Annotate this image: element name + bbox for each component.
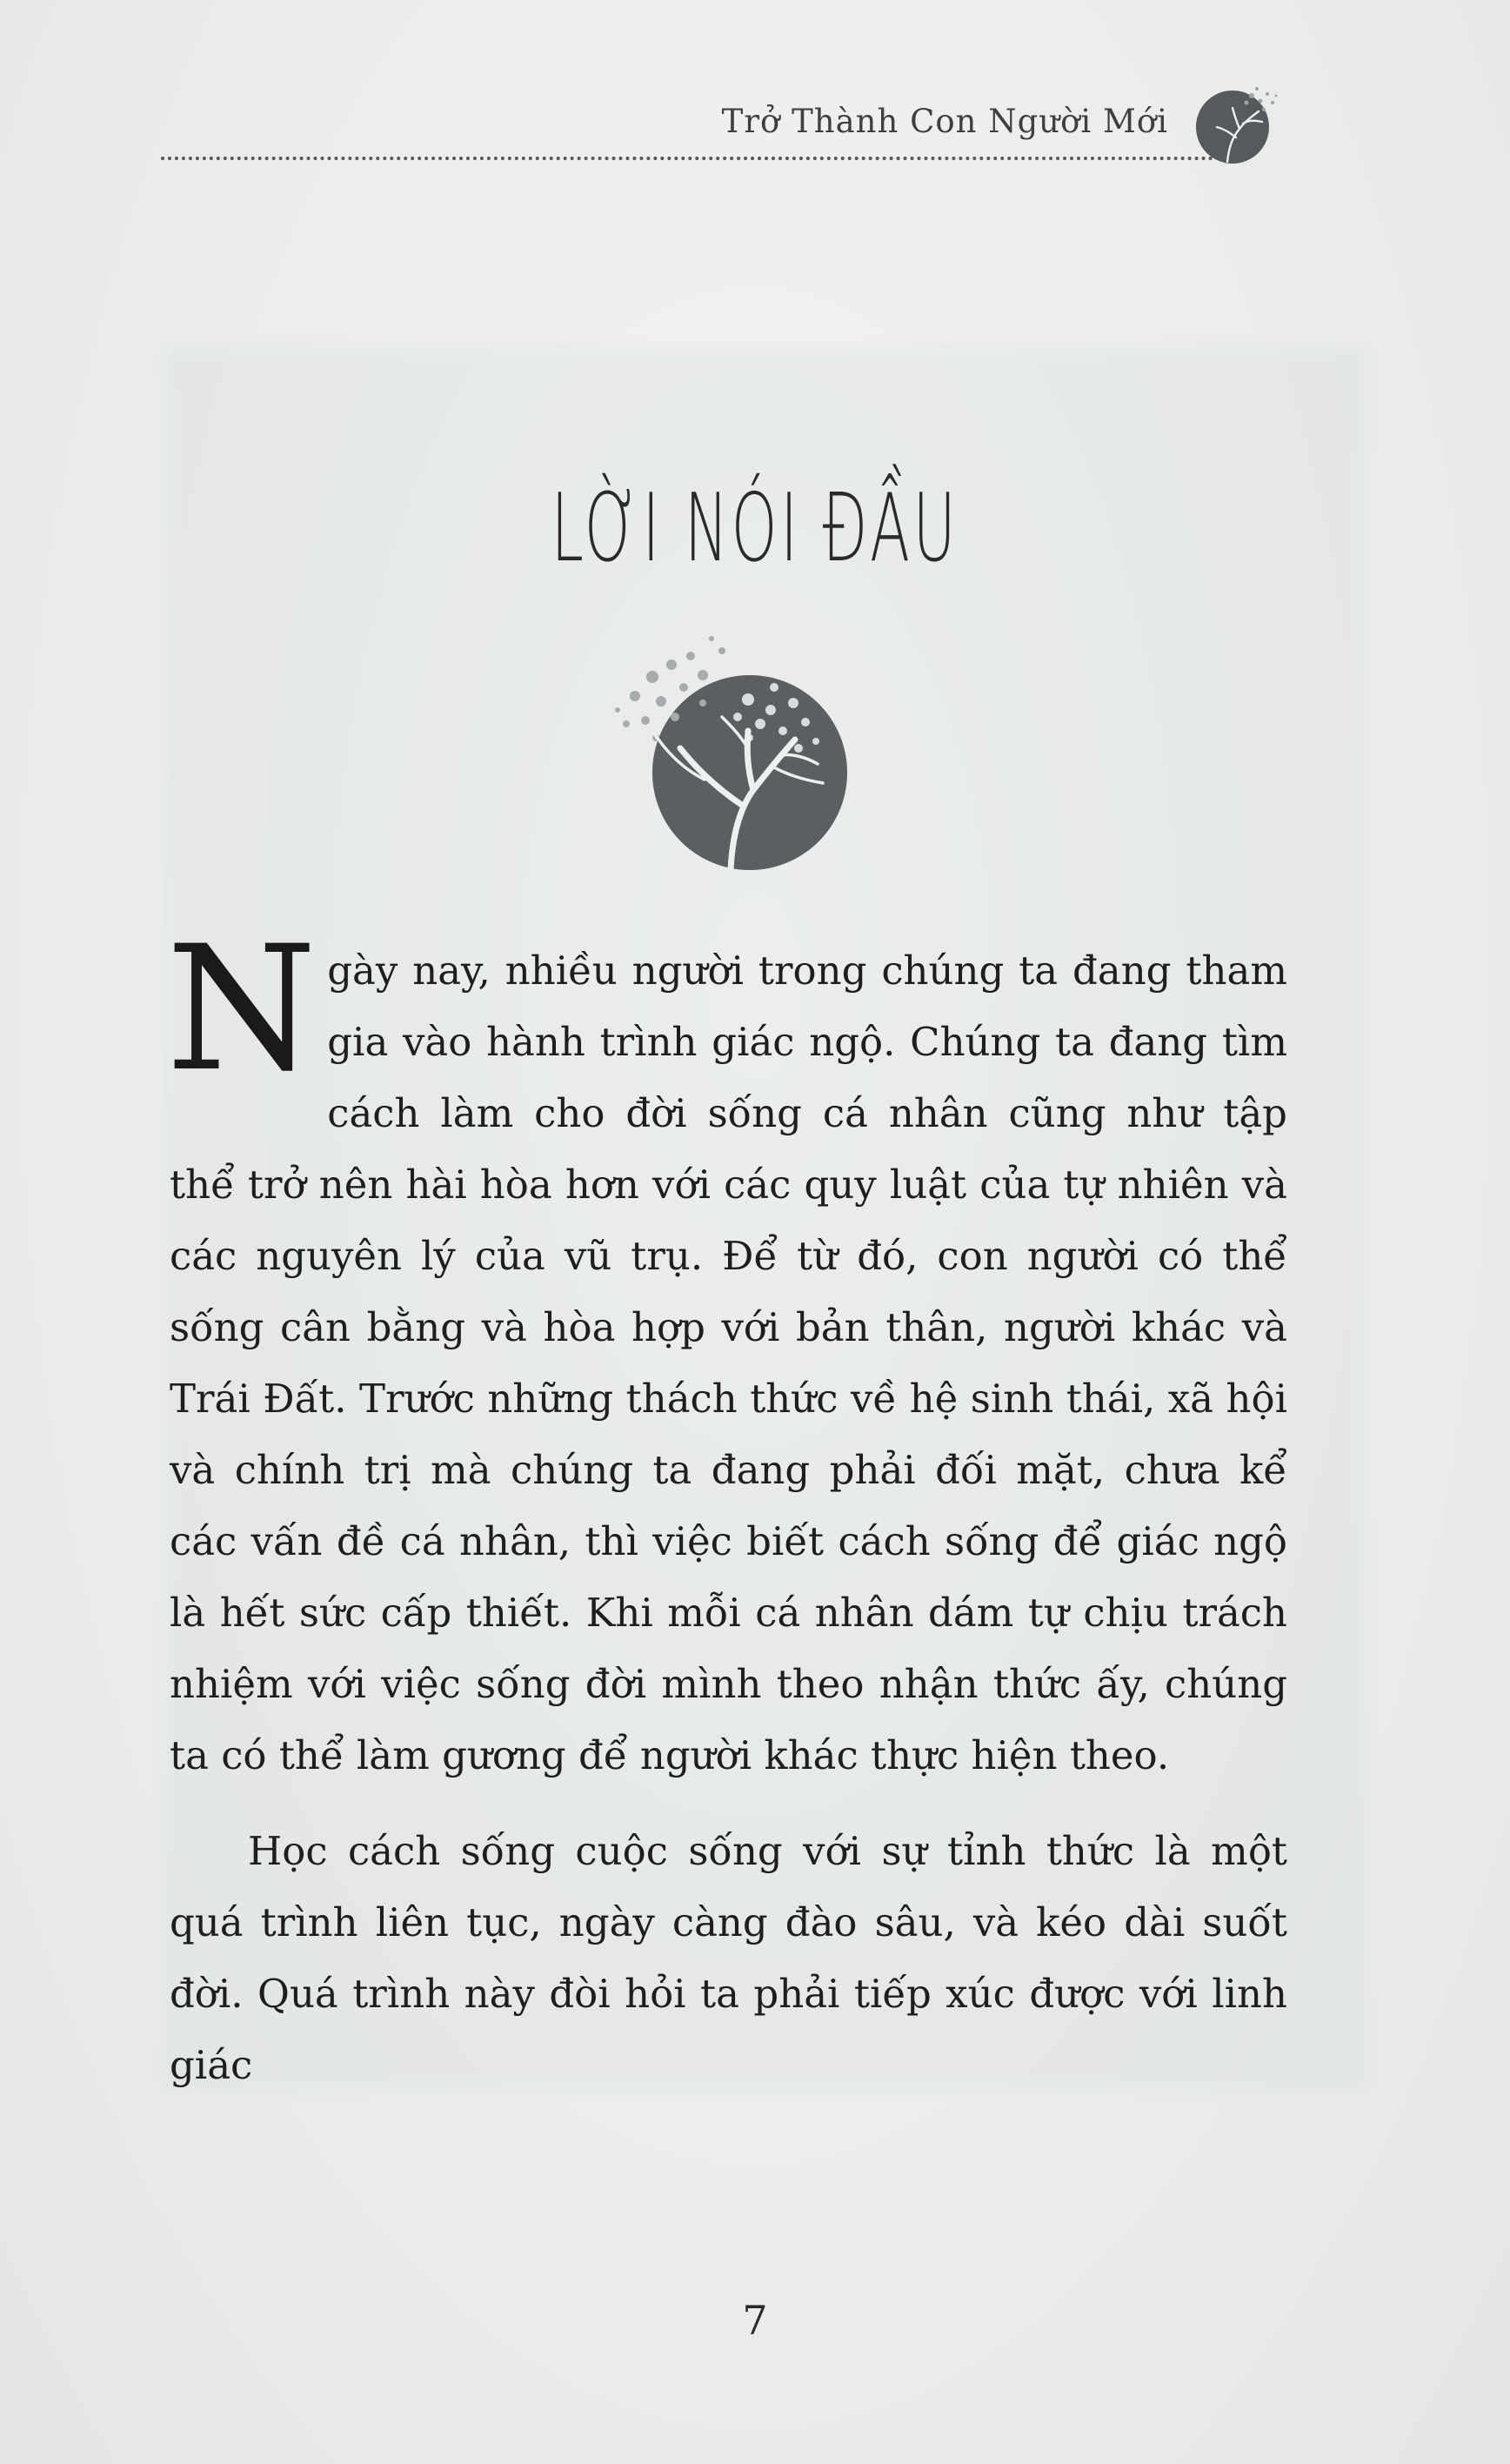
chapter-title: LỜI NÓI ĐẦU <box>551 474 959 583</box>
tree-circle-icon <box>600 626 870 887</box>
body-text <box>166 908 1287 2101</box>
page-header <box>161 87 1248 165</box>
tree-circle-icon <box>1182 77 1286 172</box>
paragraph-1-text: gày nay, nhiều người trong chúng ta đang tham gia vào hành trình giác ngộ. Chúng ta đang tìm cách làm cho đời sống cá nhân cũng như tập thể trở nên hài hòa hơn với các quy luật của tự nhiên và các nguyên lý của vũ trụ. Để từ đó, con người có thể sống cân bằng và hòa hợp với bản thân, người khác và Trái Đất. Trước những thách thức về hệ sinh thái, xã hội và chính trị mà chúng ta đang phải đối mặt, chưa kể các vấn đề cá nhân, thì việc biết cách sống để giác ngộ là hết sức cấp thiết. Khi mỗi cá nhân dám tự chịu trách nhiệm với việc sống đời mình theo nhận thức ấy, chúng ta có thể làm gương để người khác thực hiện theo. <box>170 947 1287 1778</box>
paragraph-2: Học cách sống cuộc sống với sự tỉnh thức là một quá trình liên tục, ngày càng đào sâu, và kéo dài suốt đời. Quá trình này đòi hỏi ta phải tiếp xúc được với linh giác <box>170 1828 1287 2088</box>
drop-cap: N <box>166 908 317 1109</box>
page-number: 7 <box>742 2297 768 2344</box>
header-dotted-rule <box>161 157 1248 160</box>
paragraph-1 <box>166 908 1287 1791</box>
running-title: Trở Thành Con Người Mới <box>721 103 1168 140</box>
